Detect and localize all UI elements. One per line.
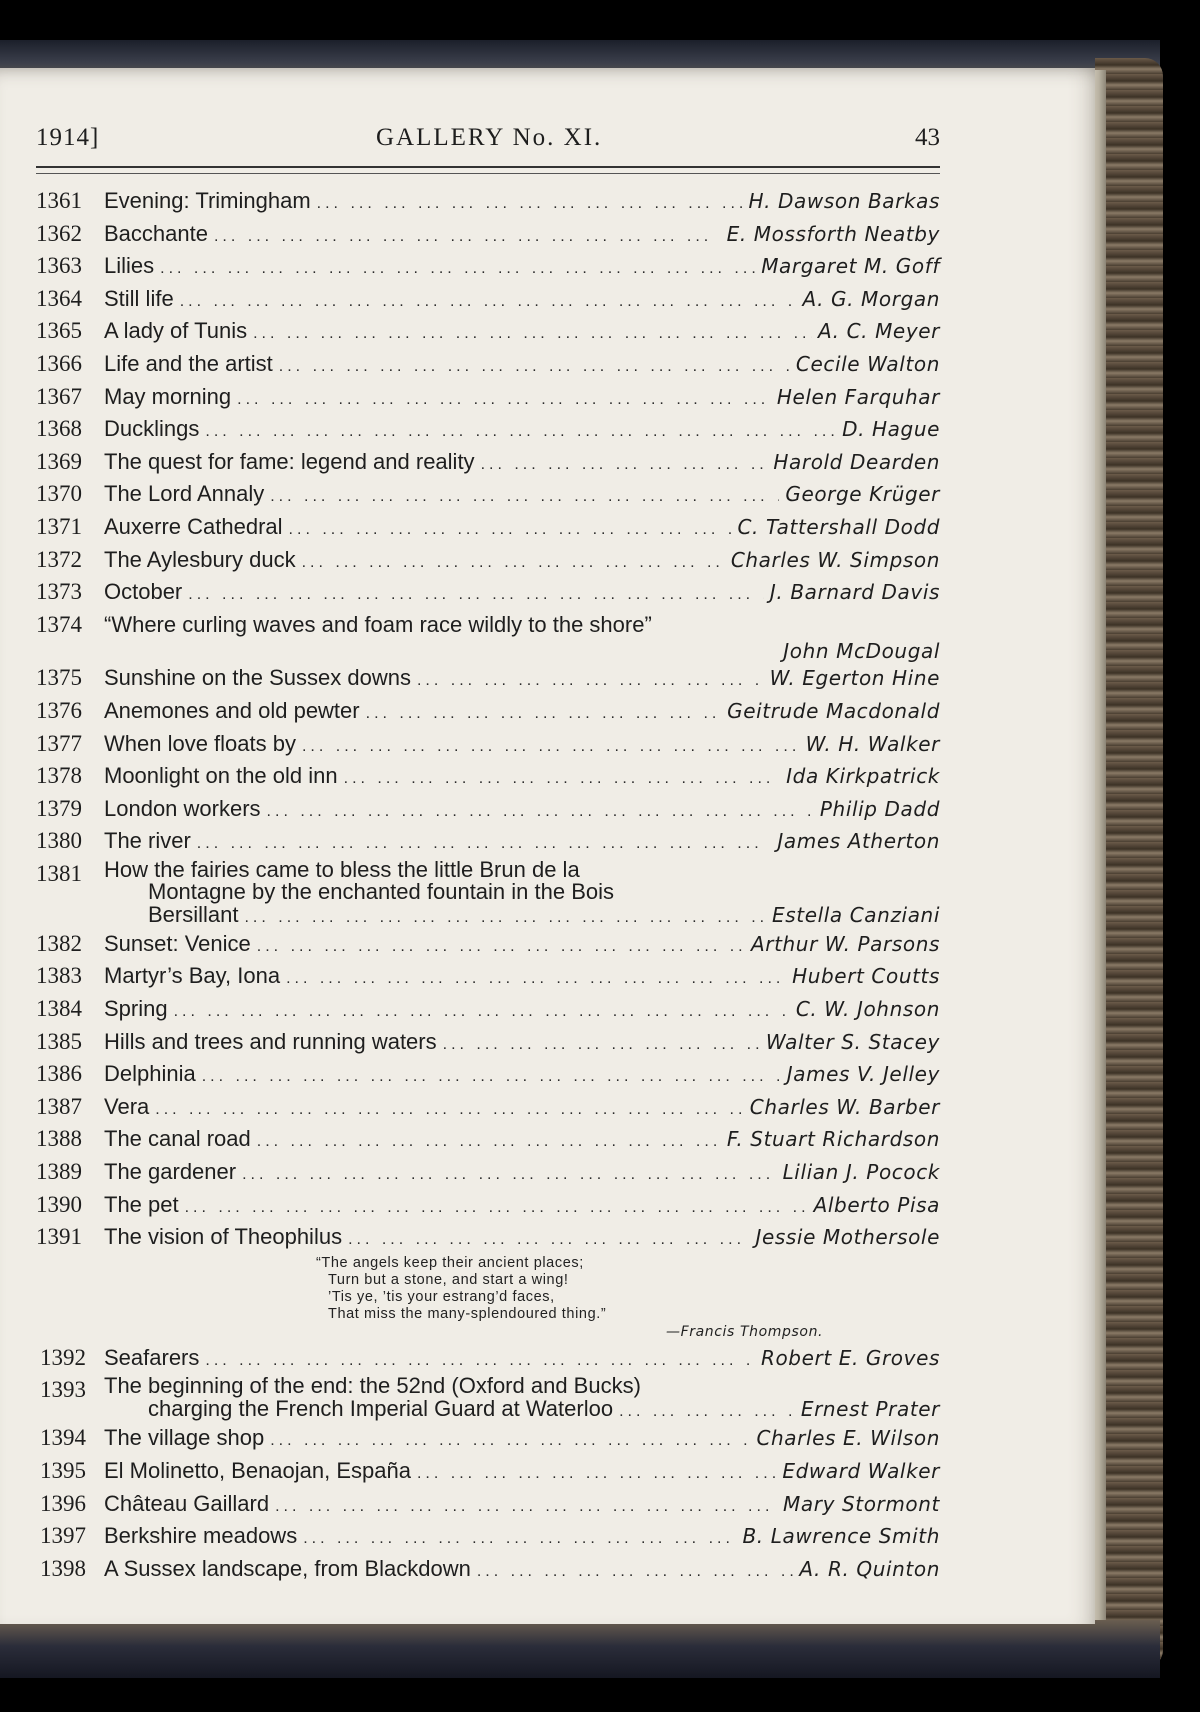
catalogue-entry (36, 545, 940, 578)
entry-number: 1379 (36, 795, 82, 821)
entry-title-line (104, 1222, 940, 1255)
catalogue-entry (36, 512, 940, 545)
catalogue-entry (36, 761, 940, 794)
entry-title-line (104, 512, 940, 545)
entry-title: Still life (104, 285, 174, 311)
catalogue-entry (36, 1456, 940, 1489)
entry-artist: D. Hague (842, 417, 940, 442)
catalogue-entry (36, 1489, 940, 1522)
entry-list (36, 186, 940, 1586)
entry-artist: Geitrude Macdonald (727, 698, 940, 723)
entry-number: 1393 (40, 1377, 86, 1403)
entry-title-line (104, 382, 940, 415)
entry-number: 1376 (36, 697, 82, 723)
dot-leader (160, 254, 755, 284)
entry-number: 1382 (36, 930, 82, 956)
entry-title: Moonlight on the old inn (104, 763, 338, 789)
catalogue-entry (36, 316, 940, 349)
entry-artist: Harold Dearden (773, 449, 940, 474)
entry-artist: Charles W. Simpson (730, 547, 940, 572)
entry-title-line (104, 729, 940, 762)
entry-title: The canal road (104, 1126, 251, 1152)
entry-title: The Aylesbury duck (104, 546, 296, 572)
entry-artist: Estella Canziani (772, 902, 940, 927)
dot-leader (477, 1557, 794, 1587)
entry-number: 1387 (36, 1093, 82, 1119)
catalogue-entry (36, 1092, 940, 1125)
entry-artist: F. Stuart Richardson (726, 1127, 940, 1152)
entry-artist: A. C. Meyer (818, 319, 940, 344)
dot-leader (443, 1030, 760, 1060)
dot-leader (237, 385, 771, 415)
entry-artist: Alberto Pisa (813, 1192, 940, 1217)
entry-title: The gardener (104, 1159, 237, 1185)
entry-number: 1384 (36, 996, 82, 1022)
entry-title-line (104, 610, 940, 640)
entry-title-line (104, 349, 940, 382)
entry-title-line (148, 878, 940, 904)
dot-leader (344, 764, 781, 794)
catalogue-entry (36, 1222, 940, 1341)
entry-number: 1372 (36, 546, 82, 572)
catalogue-entry (36, 382, 940, 415)
entry-artist: W. H. Walker (805, 731, 940, 756)
catalogue-entry (36, 284, 940, 317)
entry-title: Ducklings (104, 416, 200, 442)
entry-title: May morning (104, 383, 232, 409)
catalogue-entry (36, 1343, 940, 1376)
dot-leader (253, 319, 812, 349)
dot-leader (289, 515, 732, 545)
dot-leader (197, 829, 772, 859)
entry-number: 1373 (36, 579, 82, 605)
running-head (36, 124, 940, 164)
entry-number: 1368 (36, 416, 82, 442)
catalogue-entry (36, 1423, 940, 1456)
entry-title-line (104, 761, 940, 794)
entry-title-line (104, 826, 940, 859)
entry-number: 1365 (36, 318, 82, 344)
gallery-title: GALLERY No. XI. (376, 124, 603, 151)
entry-title-line (104, 961, 940, 994)
catalogue-entry (36, 414, 940, 447)
entry-title-line (104, 545, 940, 578)
header-rule (36, 166, 940, 174)
catalogue-entry (36, 186, 940, 219)
dot-leader (481, 450, 768, 480)
dot-leader (270, 482, 779, 512)
entry-number: 1397 (40, 1523, 86, 1549)
catalogue-entry (36, 929, 940, 962)
poem-author: —Francis Thompson. (666, 1323, 824, 1340)
entry-title: Sunshine on the Sussex downs (104, 665, 411, 691)
dot-leader (242, 1160, 776, 1190)
entry-title-line (104, 856, 940, 882)
entry-artist: C. W. Johnson (795, 997, 940, 1022)
dot-leader (303, 1524, 736, 1554)
entry-artist: Arthur W. Parsons (750, 931, 940, 956)
entry-artist: Charles W. Barber (749, 1094, 940, 1119)
entry-number: 1398 (40, 1555, 86, 1581)
catalogue-entry (36, 729, 940, 762)
entry-title-line (104, 696, 940, 729)
entry-artist: Margaret M. Goff (761, 254, 940, 279)
entry-artist: Walter S. Stacey (765, 1029, 940, 1054)
dot-leader (155, 1095, 743, 1125)
entry-title-line (104, 1157, 940, 1190)
entry-number: 1378 (36, 763, 82, 789)
entry-title: Seafarers (104, 1344, 200, 1370)
entry-title-line (104, 1190, 940, 1223)
entry-artist: Philip Dadd (819, 796, 940, 821)
dot-leader (302, 548, 725, 578)
dot-leader (267, 797, 814, 827)
page-number: 43 (915, 124, 940, 151)
entry-title: The Lord Annaly (104, 481, 265, 507)
entry-artist: Helen Farquhar (776, 384, 940, 409)
dot-leader (302, 732, 800, 762)
entry-number: 1364 (36, 285, 82, 311)
entry-title-line (104, 1027, 940, 1060)
entry-title-line (104, 1554, 940, 1587)
entry-artist: B. Lawrence Smith (742, 1524, 940, 1549)
entry-artist: Hubert Coutts (792, 964, 940, 989)
entry-title: Delphinia (104, 1061, 196, 1087)
entry-title: The vision of Theophilus (104, 1224, 343, 1250)
entry-number: 1386 (36, 1061, 82, 1087)
entry-title-line (104, 1092, 940, 1125)
entry-title-line (104, 186, 940, 219)
entry-number: 1374 (36, 611, 82, 637)
dot-leader (174, 997, 790, 1027)
catalogue-entry (36, 1375, 940, 1423)
entry-number: 1394 (40, 1425, 86, 1451)
entry-artist: C. Tattershall Dodd (737, 514, 940, 539)
catalogue-entry (36, 1190, 940, 1223)
entry-artist: E. Mossforth Neatby (726, 221, 940, 246)
poem-line: That miss the many-splendoured thing.” (328, 1305, 607, 1322)
dot-leader (205, 1346, 755, 1376)
entry-title: The quest for fame: legend and reality (104, 448, 475, 474)
dot-leader (257, 932, 745, 962)
entry-number: 1367 (36, 383, 82, 409)
entry-number: 1375 (36, 665, 82, 691)
entry-title: A lady of Tunis (104, 318, 248, 344)
entry-artist: Charles E. Wilson (756, 1426, 940, 1451)
catalogue-entry (36, 826, 940, 859)
poem-line: ’Tis ye, ’tis your estrang’d faces, (328, 1288, 555, 1305)
entry-artist: John McDougal (783, 639, 940, 664)
entry-artist: Jessie Mothersole (755, 1225, 940, 1250)
entry-title-line (104, 1343, 940, 1376)
catalogue-entry (36, 696, 940, 729)
entry-title: Life and the artist (104, 350, 273, 376)
dot-leader (202, 1062, 781, 1092)
catalogue-entry (36, 1521, 940, 1554)
entry-number: 1390 (36, 1191, 82, 1217)
entry-title: A Sussex landscape, from Blackdown (104, 1555, 471, 1581)
entry-title: October (104, 579, 183, 605)
dot-leader (317, 189, 743, 219)
catalogue-entry (36, 994, 940, 1027)
entry-title: Hills and trees and running waters (104, 1028, 437, 1054)
dot-leader (214, 222, 721, 252)
entry-artist: Ida Kirkpatrick (786, 764, 940, 789)
entry-artist: J. Barnard Davis (769, 580, 940, 605)
catalogue-page (0, 68, 1095, 1624)
entry-artist: James Atherton (777, 829, 940, 854)
entry-title: Vera (104, 1093, 150, 1119)
catalogue-entry (36, 794, 940, 827)
catalogue-entry (36, 663, 940, 696)
entry-title: When love floats by (104, 730, 296, 756)
entry-title: Château Gaillard (104, 1490, 270, 1516)
entry-title-line (104, 479, 940, 512)
entry-title-line (104, 794, 940, 827)
catalogue-entry (36, 577, 940, 610)
entry-title: The beginning of the end: the 52nd (Oxford and Bucks) (104, 1373, 641, 1399)
entry-artist: George Krüger (785, 482, 940, 507)
entry-artist: Edward Walker (782, 1459, 940, 1483)
entry-title-line (104, 1521, 940, 1554)
entry-title-line (104, 284, 940, 317)
entry-title: Lilies (104, 253, 155, 279)
dot-leader (188, 580, 764, 610)
entry-number: 1388 (36, 1126, 82, 1152)
binding-bottom-edge (0, 1620, 1160, 1678)
dot-leader (205, 417, 836, 447)
header-year: 1914] (36, 124, 100, 151)
entry-number: 1361 (36, 188, 82, 213)
entry-number: 1389 (36, 1159, 82, 1185)
poem-line: Turn but a stone, and start a wing! (328, 1271, 569, 1288)
entry-artist: Robert E. Groves (760, 1345, 940, 1370)
catalogue-entry (36, 219, 940, 252)
entry-artist: A. G. Morgan (802, 286, 940, 311)
catalogue-entry (36, 349, 940, 382)
entry-title: Bersillant (148, 901, 239, 927)
catalogue-entry (36, 479, 940, 512)
catalogue-entry (36, 610, 940, 664)
catalogue-entry (36, 856, 940, 929)
entry-title-line (148, 903, 940, 929)
entry-title-line (104, 1489, 940, 1522)
entry-title-line (104, 251, 940, 284)
dot-leader (619, 1400, 795, 1423)
entry-artist: James V. Jelley (786, 1062, 940, 1087)
entry-artist: W. Egerton Hine (769, 666, 940, 691)
entry-title-line (104, 1375, 940, 1397)
catalogue-entry (36, 1059, 940, 1092)
entry-title: Berkshire meadows (104, 1523, 298, 1549)
entry-number: 1370 (36, 481, 82, 507)
dot-leader (417, 666, 764, 696)
dot-leader (348, 1225, 749, 1255)
dot-leader (180, 287, 797, 317)
dot-leader (279, 352, 790, 382)
entry-title: Martyr’s Bay, Iona (104, 963, 281, 989)
catalogue-entry (36, 251, 940, 284)
catalogue-entry (36, 447, 940, 480)
entry-artist: Lilian J. Pocock (782, 1160, 940, 1185)
entry-title-line (104, 929, 940, 962)
entry-title-line (104, 447, 940, 480)
entry-title: Sunset: Venice (104, 930, 251, 956)
entry-title-line (148, 1397, 940, 1423)
entry-title-line (104, 316, 940, 349)
entry-number: 1381 (36, 860, 82, 886)
entry-number: 1380 (36, 828, 82, 854)
entry-title: Auxerre Cathedral (104, 513, 283, 539)
entry-title: The river (104, 828, 191, 854)
entry-title: Evening: Trimingham (104, 188, 311, 213)
catalogue-entry (36, 961, 940, 994)
entry-title-line (104, 577, 940, 610)
entry-artist: A. R. Quinton (799, 1556, 940, 1581)
entry-artist: Cecile Walton (795, 351, 940, 376)
entry-artist: Ernest Prater (800, 1397, 940, 1422)
entry-number: 1362 (36, 220, 82, 246)
dot-leader (417, 1459, 776, 1489)
dot-leader (366, 699, 721, 729)
entry-title-line (104, 1423, 940, 1456)
entry-number: 1392 (40, 1344, 86, 1370)
catalogue-entry (36, 1554, 940, 1587)
entry-title: London workers (104, 795, 261, 821)
entry-title: Montagne by the enchanted fountain in the Bois (148, 878, 615, 904)
entry-title-line (104, 663, 940, 696)
entry-number: 1391 (36, 1224, 82, 1250)
entry-number: 1395 (40, 1458, 86, 1483)
entry-title-line (104, 1124, 940, 1157)
entry-number: 1377 (36, 730, 82, 756)
entry-title-line (104, 1059, 940, 1092)
entry-title: “Where curling waves and foam race wildly to the shore” (104, 611, 652, 637)
entry-number: 1366 (36, 350, 82, 376)
catalogue-entry (36, 1027, 940, 1060)
dot-leader (257, 1127, 721, 1157)
entry-title-line (104, 994, 940, 1027)
entry-title: The pet (104, 1191, 179, 1217)
dot-leader (275, 1492, 777, 1522)
entry-number: 1383 (36, 963, 82, 989)
catalogue-entry (36, 1157, 940, 1190)
entry-number: 1385 (36, 1028, 82, 1054)
entry-artist-line (36, 639, 940, 663)
entry-title: El Molinetto, Benaojan, España (104, 1458, 411, 1483)
entry-title-line (104, 1456, 940, 1489)
entry-number: 1363 (36, 253, 82, 279)
dot-leader (185, 1193, 808, 1223)
entry-title-line (104, 219, 940, 252)
entry-number: 1371 (36, 513, 82, 539)
entry-title: charging the French Imperial Guard at Waterloo (148, 1396, 614, 1422)
entry-title: Spring (104, 996, 168, 1022)
entry-title: How the fairies came to bless the little Brun de la (104, 856, 580, 882)
entry-number: 1369 (36, 448, 82, 474)
dot-leader (270, 1426, 750, 1456)
entry-title-line (104, 414, 940, 447)
entry-title: Anemones and old pewter (104, 697, 360, 723)
poem-line: “The angels keep their ancient places; (316, 1254, 584, 1271)
entry-number: 1396 (40, 1490, 86, 1516)
catalogue-entry (36, 1124, 940, 1157)
dot-leader (244, 906, 766, 929)
poem-quotation (316, 1255, 940, 1341)
entry-title: Bacchante (104, 220, 208, 246)
entry-title: The village shop (104, 1425, 265, 1451)
entry-artist: Mary Stormont (783, 1491, 940, 1516)
entry-artist: H. Dawson Barkas (748, 189, 940, 213)
dot-leader (286, 964, 786, 994)
